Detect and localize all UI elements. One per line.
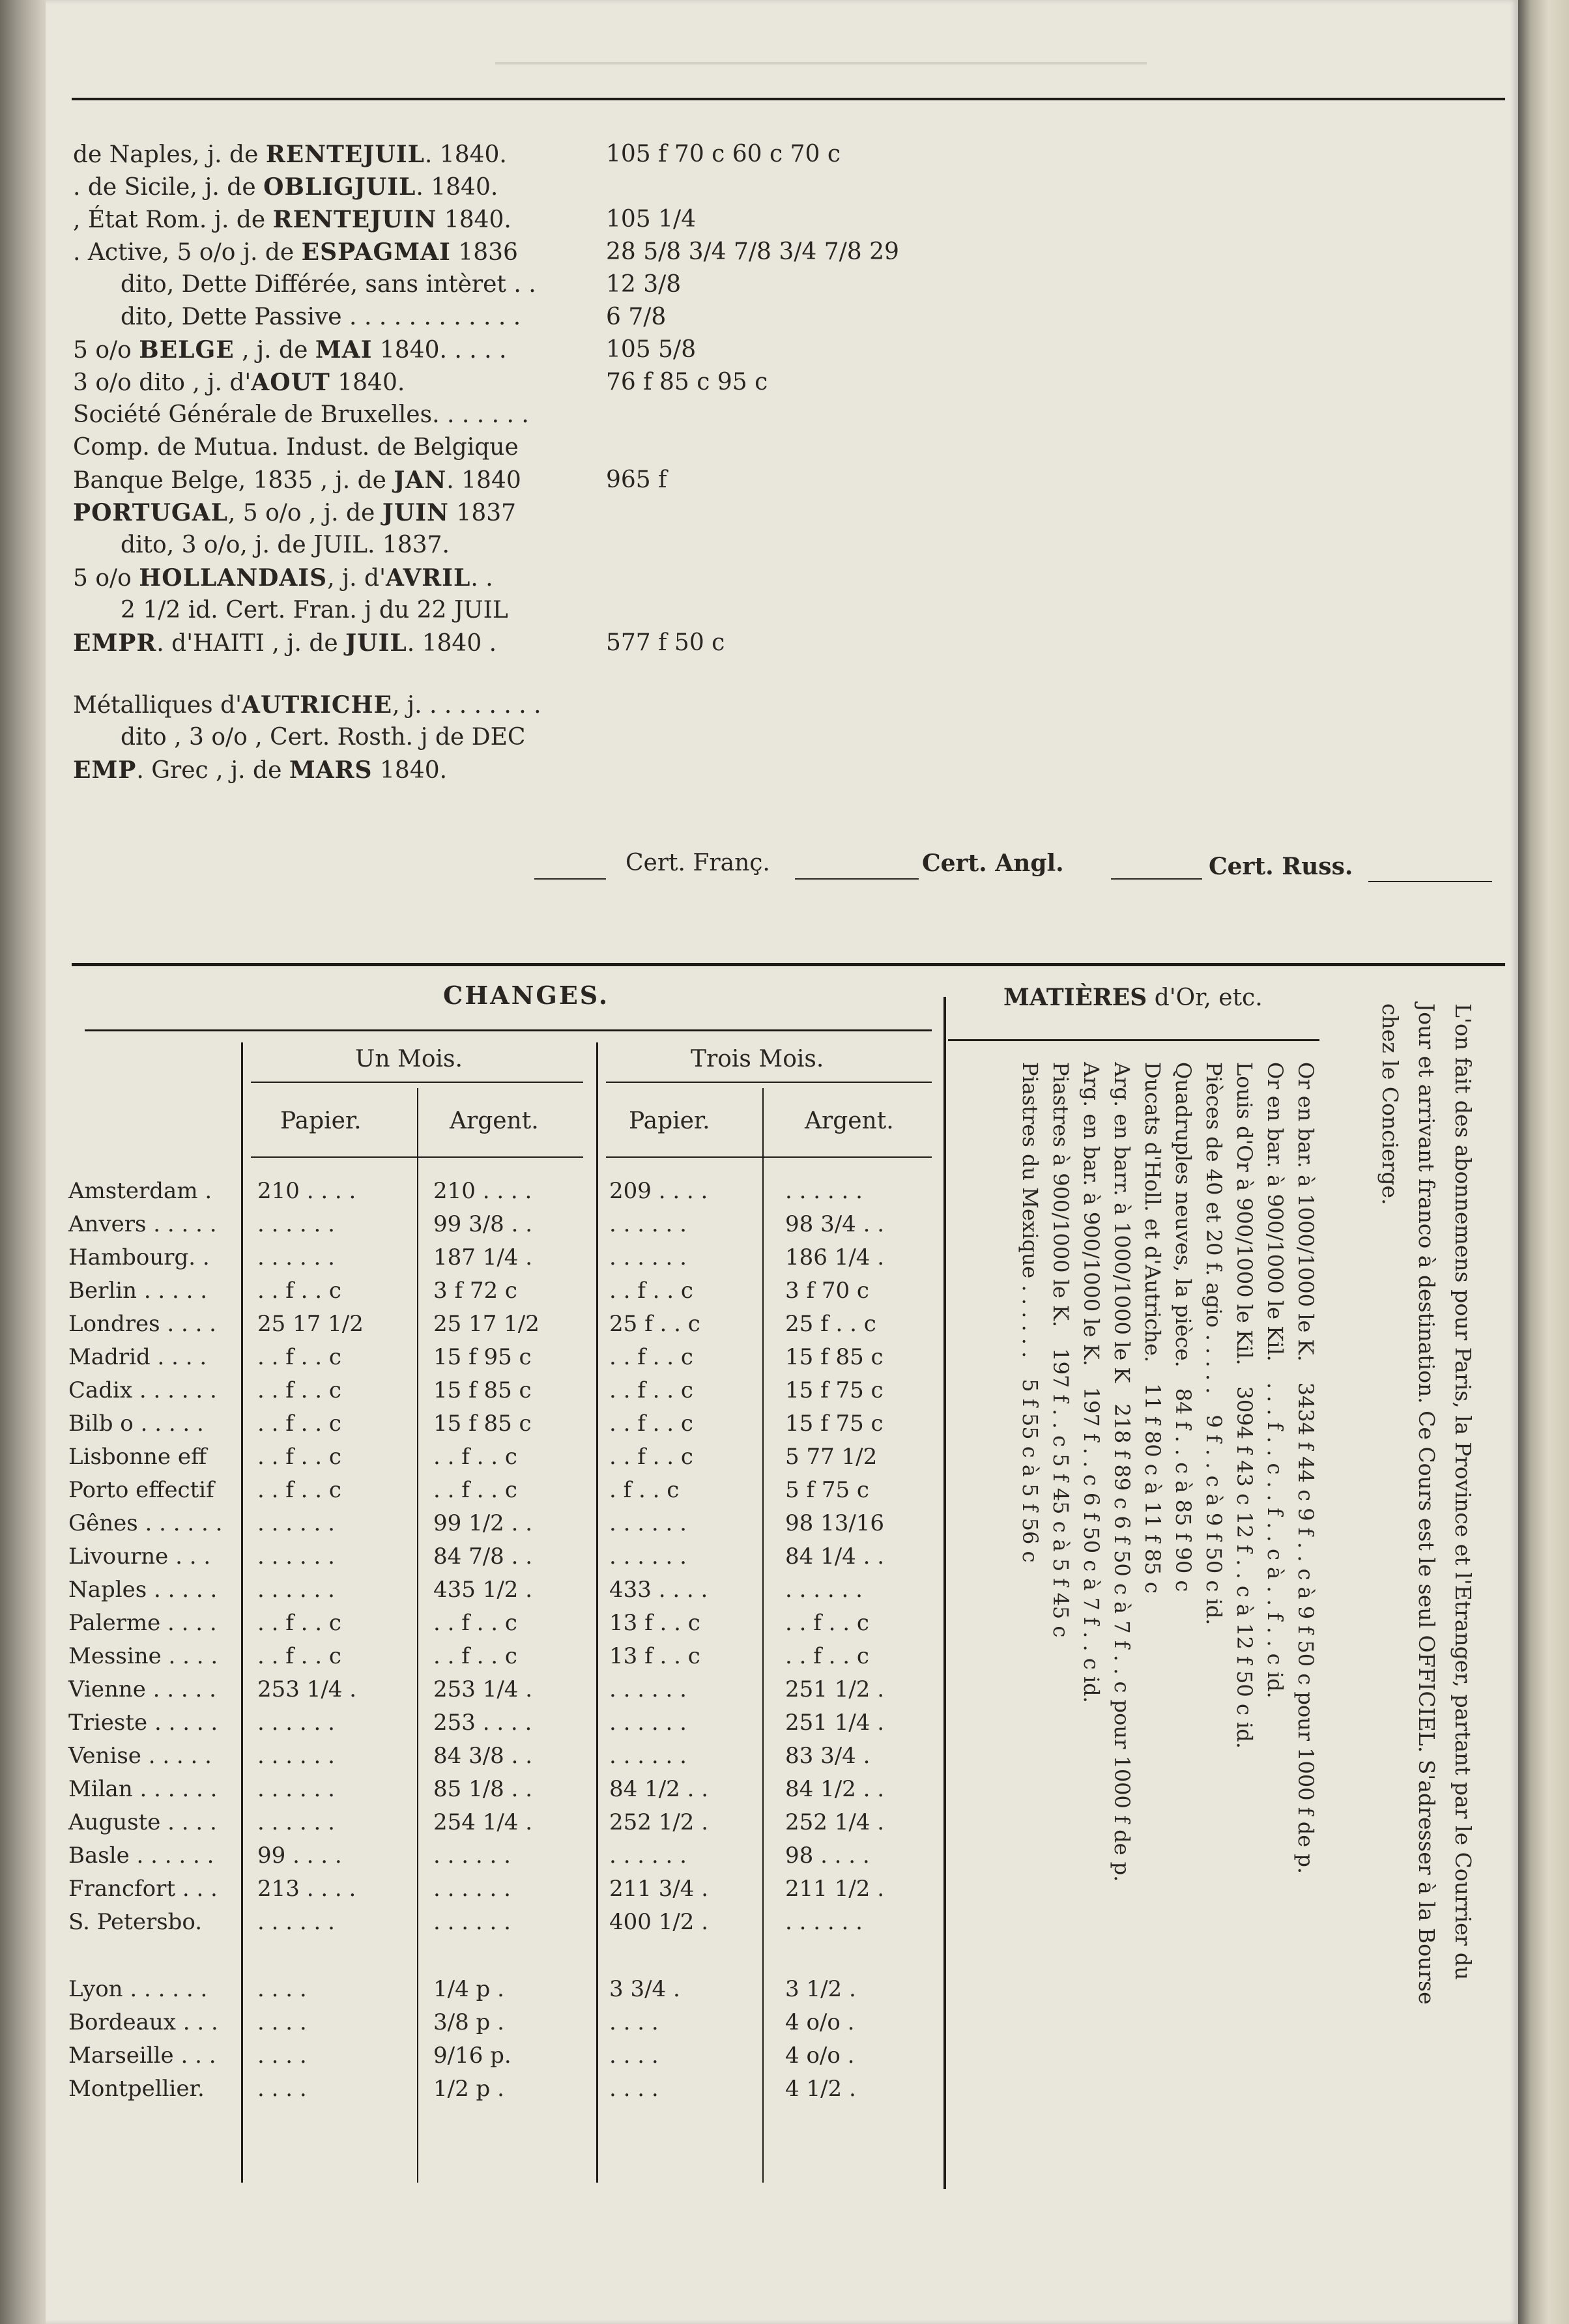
rente-part: 3 o/o dito , j. d' [73,369,252,396]
rate-cell: 25 17 1/2 [257,1311,364,1337]
rate-cell: 99 3/8 . . [433,1211,533,1237]
rate-cell: 98 3/4 . . [785,1211,885,1237]
matiere-value: 218 f 89 c 6 f 50 c à 7 f . . c pour 1000 f de p. [1110,1403,1134,1882]
group-rule [251,1082,583,1083]
rate-cell: 99 1/2 . . [433,1510,533,1536]
rate-cell: 211 3/4 . [609,1876,709,1902]
city-name: Porto effectif [68,1477,214,1503]
matiere-label: Ducats d'Holl. et d'Autriche. [1140,1062,1165,1362]
rate-cell: . . . . [609,2076,659,2102]
rate-cell: . . f . . c [609,1377,693,1403]
rate-cell: . . f . . c [785,1643,869,1669]
rate-cell: 84 3/8 . . [433,1743,533,1769]
group-rule [606,1082,932,1083]
rate-cell: 435 1/2 . [433,1577,533,1603]
rate-cell: . . . . . . [433,1843,511,1869]
rate-cell: . . f . . c [257,1643,341,1669]
rate-cell: 1/2 p . [433,2076,504,2102]
rate-cell: 3/8 p . [433,2009,504,2035]
rate-cell: . . f . . c [609,1278,693,1304]
rente-label [121,301,521,334]
city-name: S. Petersbo. [68,1909,203,1935]
rate-cell: 211 1/2 . [785,1876,885,1902]
rate-cell: 84 1/2 . . [609,1776,709,1802]
rate-cell: 253 1/4 . [257,1676,357,1702]
rate-cell: 15 f 85 c [785,1344,884,1370]
rate-cell: . . f . . c [609,1444,693,1470]
rente-part: . Active, 5 o/o j. de [73,239,302,266]
rente-part: JUIL [363,141,425,168]
matiere-label: Pièces de 40 et 20 f. agio . . . . . [1202,1062,1226,1394]
rate-cell: . . . . . . [609,1244,687,1270]
rate-cell: . . . . . . [257,1577,335,1603]
rente-part: Société Générale de Bruxelles. . . . . . . [73,401,529,428]
rate-cell: . f . . c [609,1477,680,1503]
changes-right-rule [943,997,946,2189]
matiere-value: 9 f . . c à 9 f 50 c id. [1202,1414,1226,1626]
rate-cell: . . f . . c [609,1411,693,1437]
rente-part: EMPR [73,629,157,657]
city-name: Francfort . . . [68,1876,218,1902]
city-name: Trieste . . . . . [68,1710,218,1736]
matiere-line [1202,1062,1226,1625]
book-binding [0,0,46,2324]
city-name: Bilb o . . . . . [68,1411,204,1437]
city-name: Palerme . . . . [68,1610,217,1636]
col-divider [762,1088,764,2183]
rate-cell: . . . . . . [257,1543,335,1570]
rente-part: 5 o/o [73,337,139,364]
rate-cell: 98 13/16 [785,1510,885,1536]
matieres-title [1003,984,1263,1011]
matiere-value: 3094 f 43 c 12 f . . c à 12 f 50 c id. [1232,1386,1257,1749]
rate-cell: . . f . . c [257,1377,341,1403]
rate-cell: 187 1/4 . [433,1244,533,1270]
city-name: Cadix . . . . . . [68,1377,217,1403]
rate-cell: . . f . . c [257,1344,341,1370]
matiere-line [1140,1062,1165,1594]
rate-cell: 84 1/2 . . [785,1776,885,1802]
rente-part: MARS [289,756,373,784]
rate-cell: 15 f 95 c [433,1344,532,1370]
rente-part: 1840. [330,369,405,396]
rente-part: MAI [394,238,451,266]
cert-angl: Cert. Angl. [922,850,1064,877]
rente-part: JUIN [370,206,437,233]
rate-cell: . . . . [257,2043,307,2069]
rate-cell: 99 . . . . [257,1843,342,1869]
rente-part: dito, Dette Passive . . . . . . . . . . . . [121,304,521,330]
rate-cell: . . . . . . [433,1909,511,1935]
rate-cell: 98 . . . . [785,1843,870,1869]
header-rule [251,1156,583,1158]
rate-cell: 5 77 1/2 [785,1444,878,1470]
rate-cell: 84 7/8 . . [433,1543,533,1570]
trois-mois-header: Trois Mois. [691,1046,824,1072]
un-mois-header: Un Mois. [355,1046,463,1072]
matiere-line [1018,1062,1043,1562]
rente-value: 28 5/8 3/4 7/8 3/4 7/8 29 [606,238,899,265]
rente-part: AVRIL [386,564,471,592]
notice-line-3: chez le Concierge. [1377,1003,1403,1205]
matiere-line [1232,1062,1257,1749]
rate-cell: 13 f . . c [609,1643,700,1669]
city-name: Lyon . . . . . . [68,1976,208,2002]
rate-cell: . . . . . . [257,1809,335,1835]
city-name: Anvers . . . . . [68,1211,217,1237]
rate-cell: . . . . . . [257,1211,335,1237]
city-name: Basle . . . . . . [68,1843,214,1869]
rente-part: 2 1/2 id. Cert. Fran. j du 22 JUIL [121,597,508,624]
rate-cell: 254 1/4 . [433,1809,533,1835]
matiere-line [1048,1062,1073,1637]
matiere-line [1293,1062,1318,1874]
rente-label [73,627,497,660]
rente-part: EMP [73,756,137,784]
rate-cell: 251 1/2 . [785,1676,885,1702]
rate-cell: . . . . . . [257,1510,335,1536]
city-name: Marseille . . . [68,2043,216,2069]
rente-part: . Grec , j. de [136,757,289,784]
rate-cell: . . f . . c [785,1610,869,1636]
argent-header: Argent. [450,1108,539,1134]
rate-cell: 83 3/4 . [785,1743,871,1769]
rente-label [73,562,493,595]
rate-cell: . . . . . . [785,1577,863,1603]
cert-franc: Cert. Franç. [626,850,770,876]
rate-cell: . . . . . . [257,1244,335,1270]
city-name: Lisbonne eff [68,1444,207,1470]
city-name: Berlin . . . . . [68,1278,208,1304]
rate-cell: . . . . . . [609,1543,687,1570]
rente-part: JUIL [345,629,407,657]
rente-part: 1840. . . . . [372,337,507,364]
rate-cell: . . . . . . [257,1776,335,1802]
city-name: Montpellier. [68,2076,205,2102]
rente-part: 5 o/o [73,565,139,592]
rente-part: 1837 [448,500,517,526]
rente-label [73,464,521,497]
rente-label [73,399,529,431]
rente-part: dito , 3 o/o , Cert. Rosth. j de DEC [121,724,526,751]
rente-label [73,171,498,204]
header-rule [606,1156,932,1158]
papier-header: Papier. [629,1108,710,1134]
rate-cell: 252 1/2 . [609,1809,709,1835]
rente-part: RENTE [272,206,371,233]
notice [1372,1003,1481,2111]
city-name: Naples . . . . . [68,1577,218,1603]
city-name: Livourne . . . [68,1543,211,1570]
rate-cell: 15 f 85 c [433,1411,532,1437]
matiere-value: . . . f . . c . . f . . c à . . f . . c id. [1263,1382,1288,1699]
rente-part: OBLIG [263,173,354,201]
rente-part: AOUT [251,369,330,396]
notice-line-1: L'on fait des abonnemens pour Paris, la Province et l'Etranger, partant par le Courrier du [1450,1003,1476,1981]
rate-cell: . . f . . c [609,1344,693,1370]
rente-part: Banque Belge, 1835 , j. de [73,467,394,494]
matiere-value: 197 f . . c 6 f 50 c à 7 f . . c id. [1079,1386,1104,1703]
papier-header: Papier. [280,1108,362,1134]
matiere-label: Louis d'Or à 900/1000 le Kil. [1232,1062,1257,1366]
rate-cell: 186 1/4 . [785,1244,885,1270]
rente-part: HOLLANDAIS [139,564,328,592]
matiere-label: Arg. en barr. à 1000/1000 le K [1110,1062,1134,1383]
rente-part: dito, Dette Différée, sans intèret . . [121,271,536,298]
rate-cell: . . f . . c [433,1444,517,1470]
rente-value: 12 3/8 [606,271,682,298]
matieres-title-bold: MATIÈRES [1003,984,1147,1011]
rate-cell: 3 f 70 c [785,1278,869,1304]
matiere-value: 11 f 80 c à 11 f 85 c [1140,1383,1165,1594]
matiere-line [1079,1062,1104,1703]
city-name: Venise . . . . . [68,1743,212,1769]
matiere-value: 84 f . . c à 85 f 90 c [1171,1388,1196,1592]
rate-cell: 15 f 85 c [433,1377,532,1403]
rente-label [73,236,518,269]
rente-value: 105 1/4 [606,206,697,233]
rente-part: . d'HAITI , j. de [156,630,346,657]
city-name: Auguste . . . . [68,1809,217,1835]
rente-part: 1840. [437,207,511,233]
rate-cell: 84 1/4 . . [785,1543,885,1570]
rate-cell: 253 . . . . [433,1710,532,1736]
col-divider [241,1042,243,2183]
rate-cell: . . f . . c [433,1643,517,1669]
section-rule [72,963,1505,966]
rente-label [73,431,519,464]
rente-part: AUTRICHE [242,691,393,719]
rate-cell: . . f . . c [433,1610,517,1636]
rente-label [121,721,525,754]
rate-cell: 400 1/2 . [609,1909,709,1935]
rate-cell: 252 1/4 . [785,1809,885,1835]
rate-cell: . . . . . . [609,1676,687,1702]
rate-cell: 3 1/2 . [785,1976,856,2002]
rate-cell: 1/4 p . [433,1976,504,2002]
rate-cell: . . . . . . [609,1710,687,1736]
rate-cell: . . f . . c [257,1278,341,1304]
rente-part: 1840. [372,757,448,784]
rate-cell: 433 . . . . [609,1577,708,1603]
rente-part: , j. de [234,337,315,364]
rente-label [73,754,447,787]
city-name: Messine . . . . [68,1643,218,1669]
rente-part: JAN [394,466,447,494]
changes-title: CHANGES. [443,981,610,1010]
rate-cell: 3 f 72 c [433,1278,517,1304]
rate-cell: . . . . [257,1976,307,2002]
matiere-value: 197 f . . c 5 f 45 c à 5 f 45 c [1048,1348,1073,1638]
col-divider [417,1088,418,2183]
matieres-title-rest: d'Or, etc. [1147,984,1263,1011]
rente-value: 105 5/8 [606,336,697,363]
rente-part: JUIL [354,173,416,201]
rente-label [73,496,516,530]
rate-cell: . . . . [609,2009,659,2035]
rente-label [73,366,405,399]
cert-blank [1368,881,1492,882]
rente-value: 965 f [606,466,667,493]
rate-cell: . . . . . . [785,1909,863,1935]
matiere-label: Piastres du Mexique . . . . . . [1018,1062,1043,1358]
city-name: Milan . . . . . . [68,1776,218,1802]
rate-cell: 3 3/4 . [609,1976,680,2002]
rente-part: 1836 [450,239,518,266]
rate-cell: 4 1/2 . [785,2076,856,2102]
rate-cell: . . . . . . [609,1843,687,1869]
rate-cell: . . f . . c [257,1411,341,1437]
rate-cell: . . f . . c [257,1444,341,1470]
city-name: Bordeaux . . . [68,2009,218,2035]
rate-cell: . . . . . . [257,1710,335,1736]
rate-cell: . . . . . . [257,1909,335,1935]
rate-cell: 13 f . . c [609,1610,700,1636]
rente-part: MAI [315,336,373,364]
city-name: Hambourg. . [68,1244,210,1270]
rente-part: RENTE [265,141,364,168]
rente-part: , État Rom. j. de [73,207,273,233]
rate-cell: 4 o/o . [785,2043,855,2069]
rate-cell: . . . . . . [433,1876,511,1902]
rate-cell: 25 f . . c [785,1311,876,1337]
rente-label [73,334,507,367]
rate-cell: . . . . . . [609,1211,687,1237]
rate-cell: 253 1/4 . [433,1676,533,1702]
top-rule [72,98,1505,100]
rente-part: ESPAG [301,238,394,266]
rate-cell: 25 f . . c [609,1311,700,1337]
rente-part: . 1840. [424,141,507,168]
rate-cell: 85 1/8 . . [433,1776,533,1802]
matiere-line [1171,1062,1196,1592]
rente-part: , j. . . . . . . . . [392,692,541,719]
rate-cell: . . . . [609,2043,659,2069]
matiere-label: Piastres à 900/1000 le K. [1048,1062,1073,1328]
city-name: Madrid . . . . [68,1344,207,1370]
rente-label [73,203,511,237]
rate-cell: 5 f 75 c [785,1477,869,1503]
city-name: Vienne . . . . . [68,1676,216,1702]
rate-cell: 210 . . . . [433,1178,532,1204]
matiere-line [1263,1062,1288,1699]
rente-value: 577 f 50 c [606,629,725,656]
rate-cell: . . . . [257,2009,307,2035]
cert-blank [1111,878,1202,880]
cert-blank [534,878,606,880]
rente-part: Comp. de Mutua. Indust. de Belgique [73,434,519,461]
rente-part: . . [470,565,493,592]
rente-part: JUIN [382,499,449,526]
matieres-rule [948,1039,1319,1041]
rente-part: de Naples, j. de [73,141,266,168]
rate-cell: . . . . . . [609,1510,687,1536]
rente-value: 76 f 85 c 95 c [606,369,768,395]
rate-cell: . . f . . c [433,1477,517,1503]
rate-cell: . . . . . . [785,1178,863,1204]
rente-label [121,529,450,562]
notice-line-2: Jour et arrivant franco à destination. Ce Cours est le seul OFFICIEL. S'adresser à la Bourse [1414,1003,1439,2005]
rente-label [121,268,536,301]
rate-cell: 4 o/o . [785,2009,855,2035]
rente-label [73,689,541,722]
rente-part: PORTUGAL [73,499,228,526]
rente-part: . de Sicile, j. de [73,174,264,201]
rate-cell: 213 . . . . [257,1876,356,1902]
rente-label [73,138,507,171]
rate-cell: 210 . . . . [257,1178,356,1204]
matiere-label: Arg. en bar. à 900/1000 le K. [1079,1062,1104,1366]
matiere-label: Or en bar. à 1000/1000 le K. [1293,1062,1318,1362]
matiere-label: Or en bar. à 900/1000 le Kil. [1263,1062,1288,1362]
rate-cell: 15 f 75 c [785,1377,884,1403]
city-name: Gênes . . . . . . [68,1510,223,1536]
rate-cell: 209 . . . . [609,1178,708,1204]
rate-cell: . . . . [257,2076,307,2102]
rente-part: . 1840. [416,174,498,201]
rate-cell: . . . . . . [257,1743,335,1769]
next-page-edge [1518,0,1569,2324]
rente-label [121,594,508,627]
rate-cell: . . f . . c [257,1477,341,1503]
col-divider [596,1042,598,2183]
cert-blank [795,878,919,880]
rate-cell: . . f . . c [257,1610,341,1636]
city-name: Amsterdam . [68,1178,212,1204]
rente-value: 6 7/8 [606,304,667,330]
rente-part: Métalliques d' [73,692,242,719]
rate-cell: . . . . . . [609,1743,687,1769]
rente-part: dito, 3 o/o, j. de JUIL. 1837. [121,532,450,558]
rate-cell: 251 1/4 . [785,1710,885,1736]
rente-part: BELGE [139,336,235,364]
argent-header: Argent. [805,1108,894,1134]
rente-part: . 1840 [446,467,521,494]
rate-cell: 9/16 p. [433,2043,511,2069]
changes-rule [85,1029,932,1031]
matiere-value: 3434 f 44 c 9 f . . c à 9 f 50 c pour 1000 f de p. [1293,1382,1318,1874]
rente-value: 105 f 70 c 60 c 70 c [606,141,841,167]
city-name: Londres . . . . [68,1311,216,1337]
cert-russ: Cert. Russ. [1209,853,1353,880]
rente-part: , 5 o/o , j. de [227,500,382,526]
rate-cell: 15 f 75 c [785,1411,884,1437]
matiere-value: 5 f 55 c à 5 f 56 c [1018,1379,1043,1563]
rente-part: . 1840 . [407,630,497,657]
matiere-label: Quadruples neuves, la pièce. [1171,1062,1196,1368]
matiere-line [1110,1062,1134,1882]
rate-cell: 25 17 1/2 [433,1311,540,1337]
rente-part: , j. d' [327,565,386,592]
